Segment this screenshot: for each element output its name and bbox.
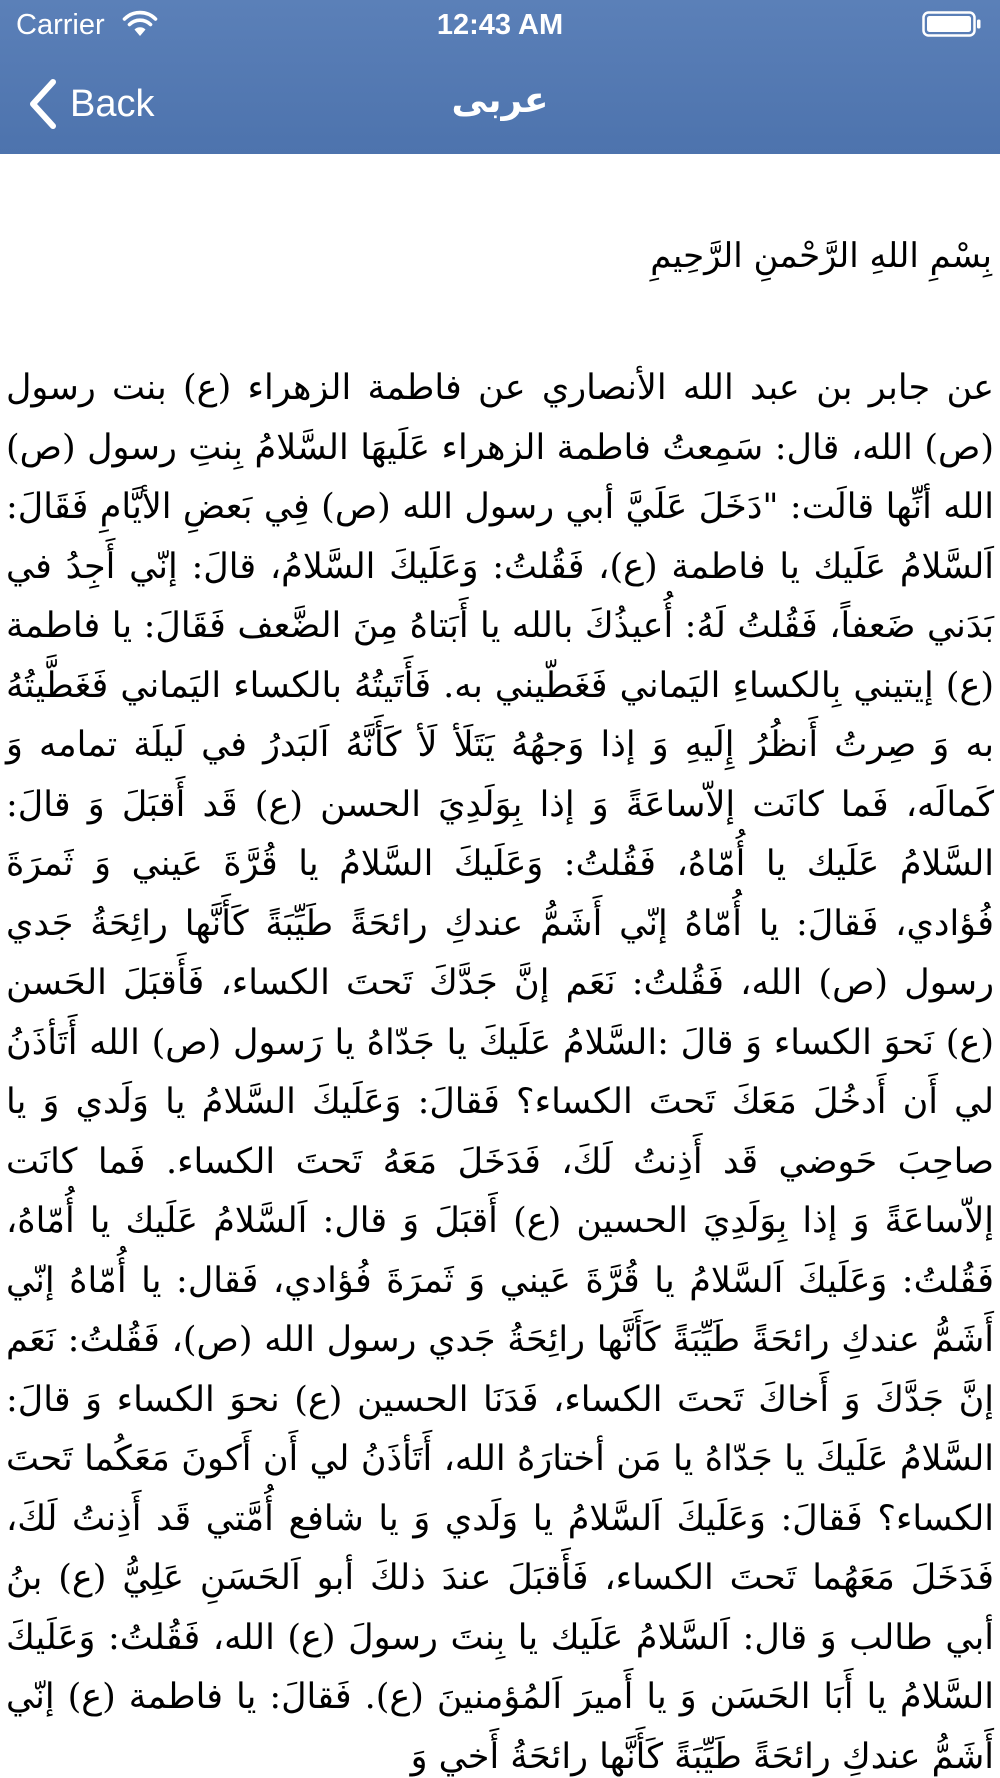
top-bar — [0, 0, 1000, 154]
carrier-label: Carrier — [16, 9, 105, 41]
hadith-text: عن جابر بن عبد الله الأنصاري عن فاطمة الزهراء (ع) بنت رسول (ص) الله، قال: سَمِعتُ فاطمة الزهراء عَلَيهَا السَّلامُ بِنتِ رسول (ص) الله أنِّها قالَت: "دَخَلَ عَلَيَّ أبي رسول الله (ص) فِي بَعضِ الأيَّامِ فَقَالَ: اَلسَّلامُ عَلَيك يا فاطمة (ع)، فَقُلتُ: وَعَلَيكَ السَّلامُ، قالَ: إنّي أَجِدُ في بَدَني ضَعفاً، فَقُلتُ لَهُ: أُعيذُكَ بالله يا أَبَتاهُ مِنَ الضَّعف فَقَالَ: يا فاطمة (ع) إيتيني بِالكساءِ اليَماني فَغَطّيني به. فَأَتَيتُهُ بالكساء اليَماني فَغَطَّيتُهُ به وَ صِرتُ أَنظُرُ إِلَيهِ وَ إذا وَجهُهُ يَتَلَأ لَأ كَأَنَّهُ اَلبَدرُ في لَيلَة تمامه وَ كَمالَه، فَما كانَت إلاّساعَةً وَ إذا بِوَلَدِيَ الحسن (ع) قَد أَقبَلَ وَ قالَ: السَّلامُ عَلَيك يا أُمّاهُ، فَقُلتُ: وَعَلَيكَ السَّلامُ يا قُرَّةَ عَيني وَ ثَمرَةَ فُؤادي، فَقالَ: يا أُمّاهُ إنّي أَشَمُّ عندكِ رائحَةً طَيِّبَةً كَأَنَّها رائِحَةُ جَدي رسول (ص) الله، فَقُلتُ: نَعَم إنَّ جَدَّكَ تَحتَ الكساء، فَأَقبَلَ الحَسن (ع) نَحوَ الكساء وَ قالَ :السَّلامُ عَلَيكَ يا جَدّاهُ يا رَسول (ص) الله أَتَأذَنُ لي أَن أَدخُلَ مَعَكَ تَحتَ الكساء؟ فَقالَ: وَعَلَيكَ السَّلامُ يا وَلَدي وَ يا صاحِبَ حَوضي قَد أَذِنتُ لَكَ، فَدَخَلَ مَعَهُ تَحتَ الكساء. فَما كانَت إلاّساعَةً وَ إذا بِوَلَدِيَ الحسين (ع) أَقبَلَ وَ قال: اَلسَّلامُ عَلَيك يا أُمّاهُ، فَقُلتُ: وَعَلَيكَ اَلسَّلامُ يا قُرَّةَ عَيني وَ ثَمرَةَ فُؤادي، فَقال: يا أُمّاهُ إنّي أَشَمُّ عندكِ رائحَةً طَيِّبَةً كَأَنَّها رائِحَةُ جَدي رسول الله (ص)، فَقُلتُ: نَعَم إنَّ جَدَّكَ وَ أَخاكَ تَحتَ الكساء، فَدَنَا الحسين (ع) نحوَ الكساء وَ قالَ: السَّلامُ عَلَيكَ يا جَدّاهُ يا مَن أختارَهُ الله، أَتَأذَنُ لي أَن أَكونَ مَعَكُما تَحتَ الكساء؟ فَقالَ: وَعَلَيكَ اَلسَّلامُ يا وَلَدي وَ يا شافع أُمَّتي قَد أَذِنتُ لَكَ، فَدَخَلَ مَعَهُما تَحتَ الكساء، فَأَقبَلَ عندَ ذلكَ أبو اَلحَسَنِ عَلِيُّ (ع) بنُ أبي طالب وَ قال: اَلسَّلامُ عَلَيك يا بِنتَ رسولَ (ع) الله، فَقُلتُ: وَعَلَيكَ السَّلامُ يا أَبَا الحَسَن وَ يا أَميرَ اَلمُؤمنينَ (ع). فَقالَ: يا فاطمة (ع) إنّي أَشَمُّ عندكِ رائحَةً طَيِّبَةً كَأَنَّها رائحَةُ أَخي وَ — [6, 368, 994, 1777]
page-title: عربی — [451, 80, 549, 121]
navigation-bar — [0, 60, 1000, 146]
back-button-label: Back — [70, 83, 155, 125]
content-scroll-area[interactable] — [0, 154, 1000, 1778]
battery-icon — [922, 11, 982, 37]
status-time: 12:43 AM — [436, 9, 564, 41]
status-bar — [0, 0, 1000, 50]
basmala-heading: بِسْمِ اللهِ الرَّحْمنِ الرَّحِيمِ — [650, 236, 992, 276]
